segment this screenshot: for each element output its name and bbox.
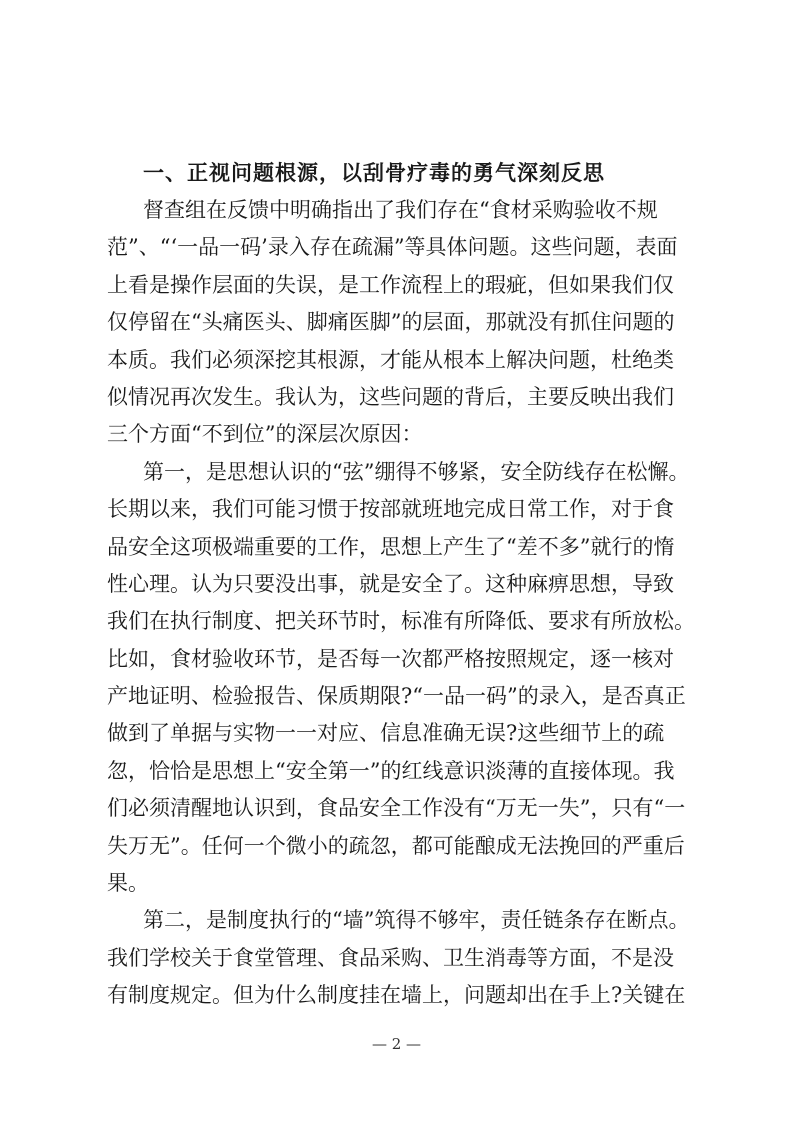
- text-line: 品安全这项极端重要的工作，思想上产生了“差不多”就行的惰: [107, 534, 675, 559]
- text-line: 我们在执行制度、把关环节时，标准有所降低、要求有所放松。: [107, 609, 695, 634]
- document-body: [107, 153, 695, 1015]
- text-line: 比如，食材验收环节，是否每一次都严格按照规定，逐一核对: [107, 646, 674, 671]
- text-line: 上看是操作层面的失误，是工作流程上的瑕疵，但如果我们仅: [107, 272, 674, 297]
- text-line: 长期以来，我们可能习惯于按部就班地完成日常工作，对于食: [107, 497, 674, 522]
- paragraphs: [107, 192, 695, 1015]
- text-line: 性心理。认为只要没出事，就是安全了。这种麻痹思想，导致: [107, 571, 674, 596]
- text-line: 失万无”。任何一个微小的疏忽，都可能酿成无法挽回的严重后: [107, 833, 685, 858]
- text-line: 果。: [107, 871, 149, 896]
- text-line: 做到了单据与实物一一对应、信息准确无误?这些细节上的疏: [107, 721, 665, 746]
- page-number: — 2 —: [371, 1035, 422, 1053]
- paragraph: [107, 454, 695, 903]
- text-line: 忽，恰恰是思想上“安全第一”的红线意识淡薄的直接体现。我: [107, 758, 675, 783]
- text-line: 产地证明、检验报告、保质期限?“一品一码”的录入，是否真正: [107, 684, 686, 709]
- text-line: 三个方面“不到位”的深层次原因：: [107, 422, 423, 447]
- text-line: 我们学校关于食堂管理、食品采购、卫生消毒等方面，不是没: [107, 945, 674, 970]
- text-line: 本质。我们必须深挖其根源，才能从根本上解决问题，杜绝类: [107, 347, 674, 372]
- text-line: 督查组在反馈中明确指出了我们存在“食材采购验收不规: [143, 198, 658, 222]
- paragraph: [107, 902, 690, 1014]
- text-line: 似情况再次发生。我认为，这些问题的背后，主要反映出我们: [107, 384, 674, 409]
- text-line: 仅停留在“头痛医头、脚痛医脚”的层面，那就没有抓住问题的: [107, 310, 675, 335]
- section-heading: 一、正视问题根源，以刮骨疗毒的勇气深刻反思: [143, 160, 605, 185]
- paragraph: [107, 192, 678, 454]
- text-line: 范”、“‘一品一码’录入存在疏漏”等具体问题。这些问题，表面: [107, 235, 678, 260]
- text-line: 们必须清醒地认识到，食品安全工作没有“万无一失”，只有“一: [107, 796, 686, 821]
- text-line: 第二，是制度执行的“墙”筑得不够牢，责任链条存在断点。: [143, 908, 690, 933]
- text-line: 有制度规定。但为什么制度挂在墙上，问题却出在手上?关键在: [107, 983, 686, 1008]
- text-line: 第一，是思想认识的“弦”绷得不够紧，安全防线存在松懈。: [143, 459, 690, 484]
